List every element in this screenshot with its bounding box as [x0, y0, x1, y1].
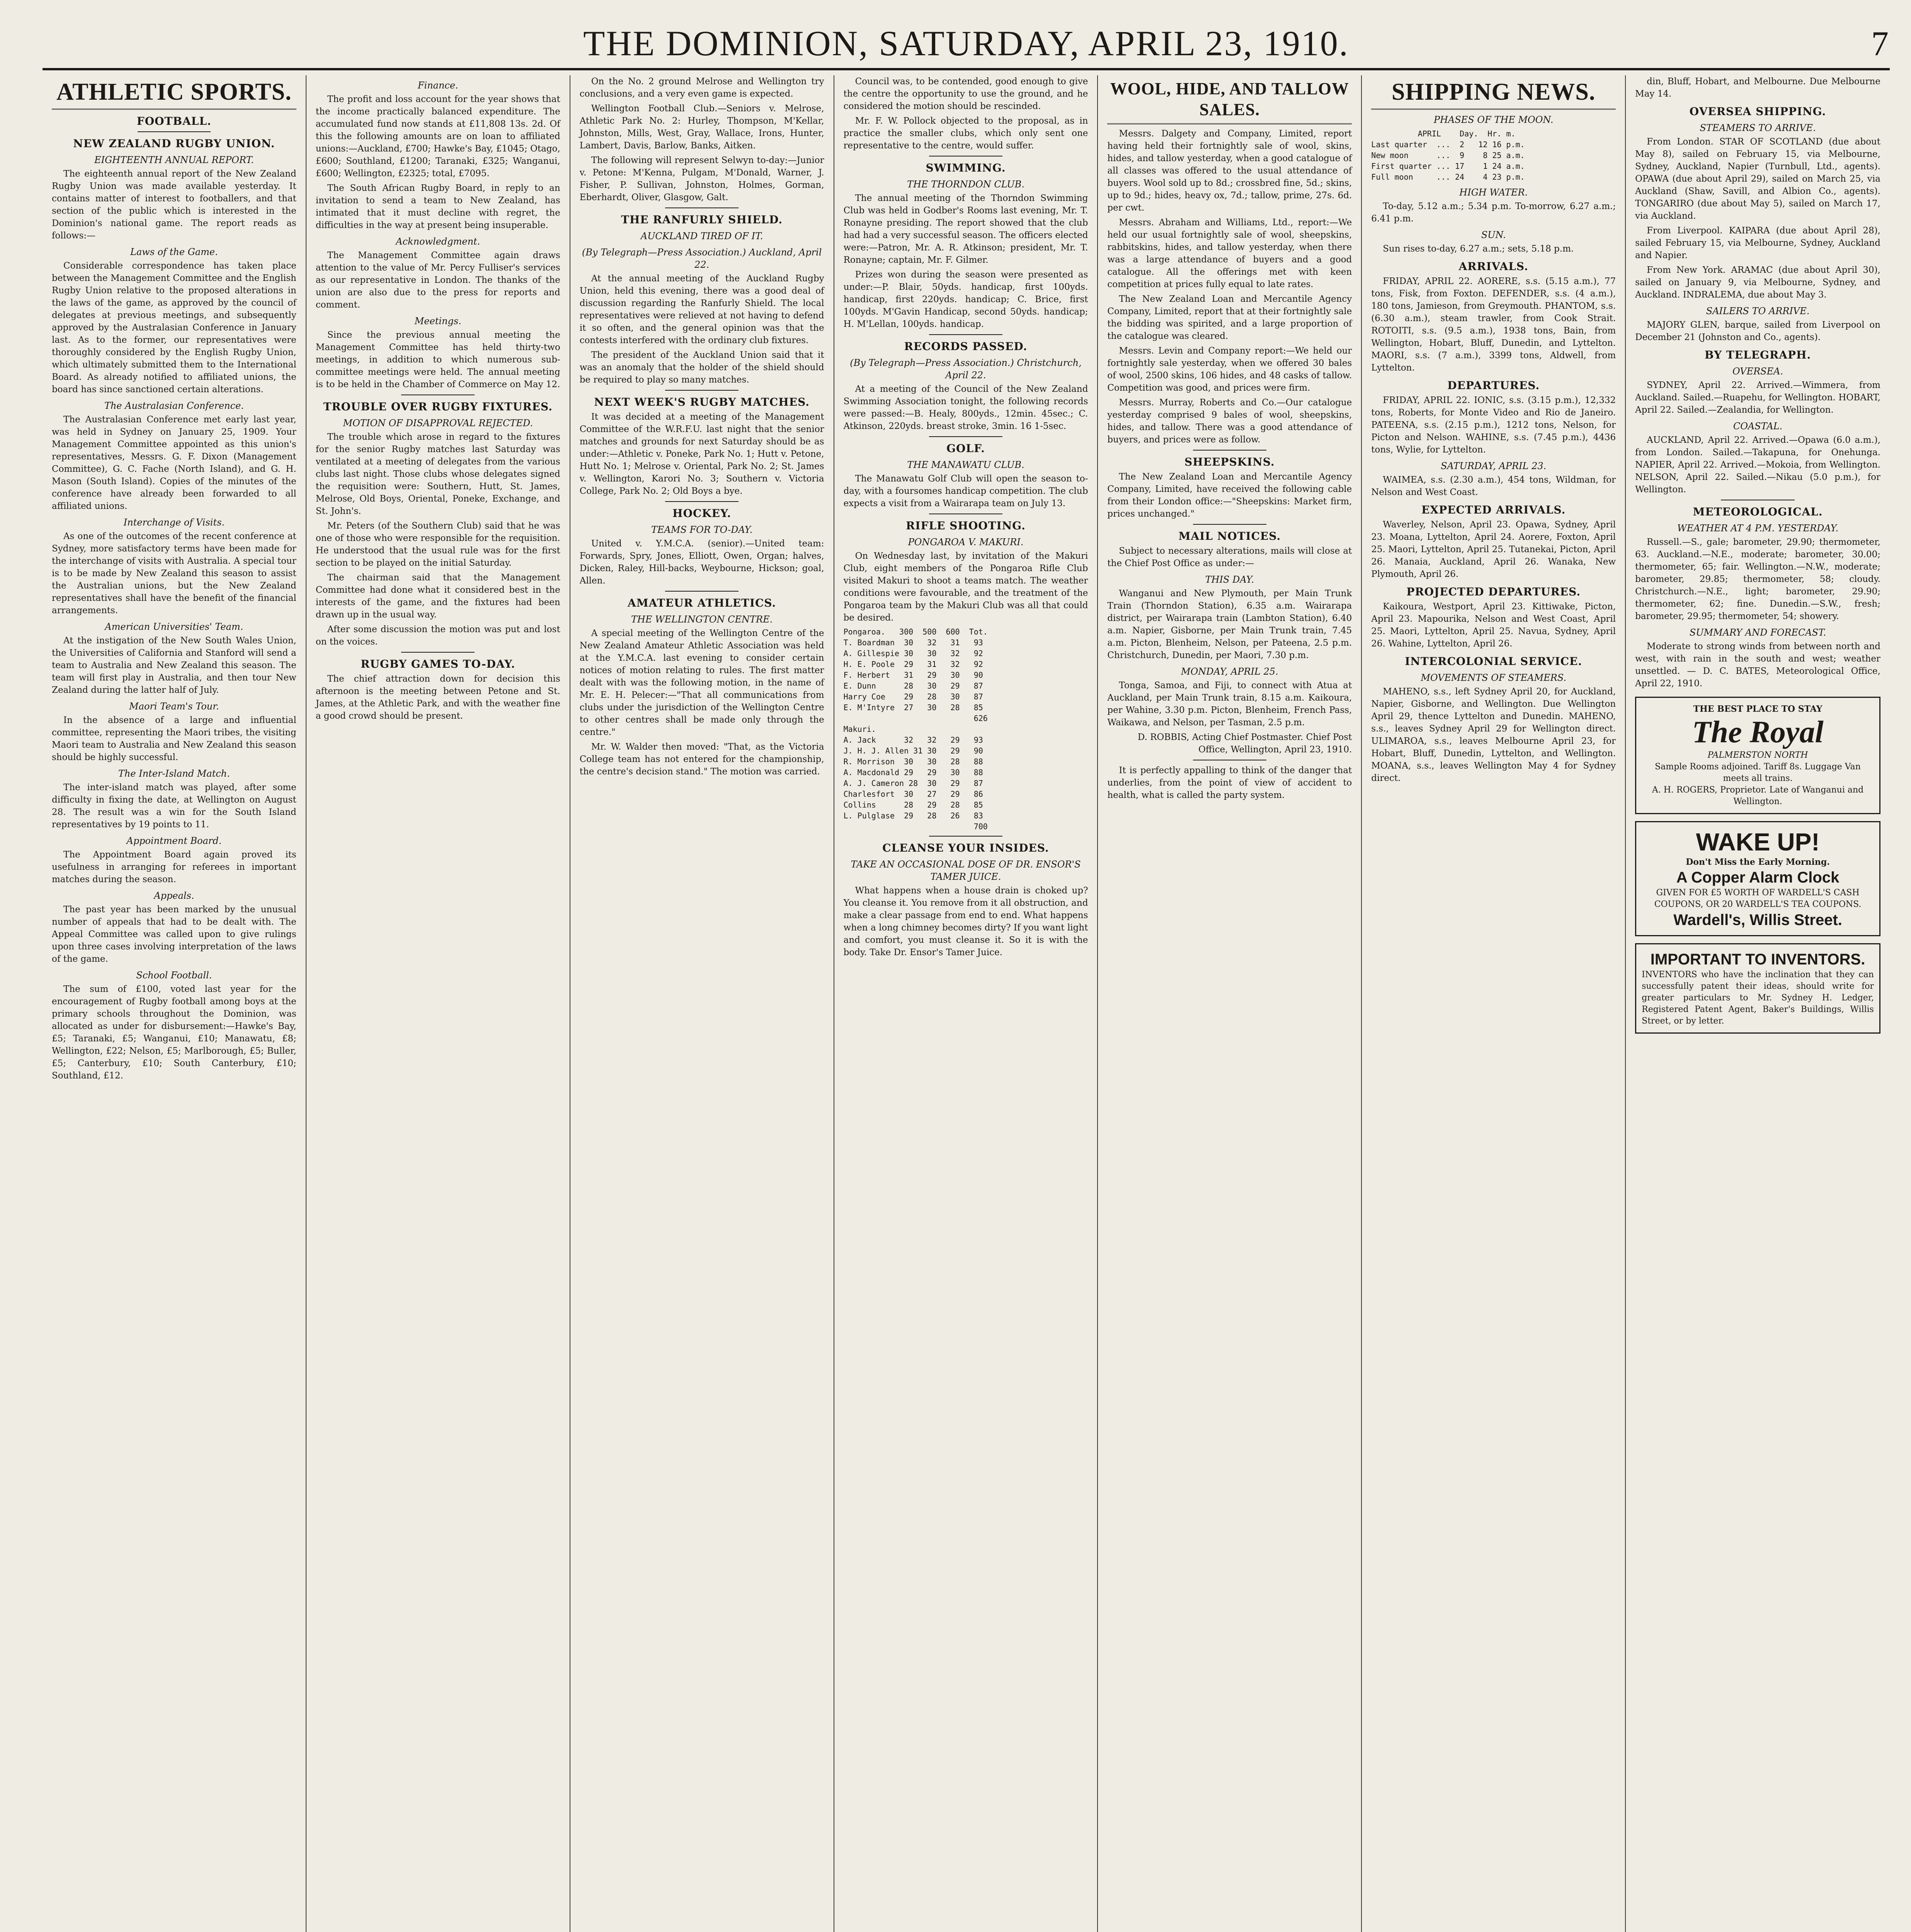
- article-subheading: THE THORNDON CLUB.: [907, 179, 1024, 190]
- article-paragraph: MAHENO, s.s., left Sydney April 20, for Auckland, Napier, Gisborne, and Wellington. Due Wellington April 29, thence Lyttelton and Dunedin. MAHENO, s.s., leaves Sydney April 29 for Wellington direct. ULIMAROA, s.s., leaves Melbourne April 23, for Hobart, Bluff, Dunedin, Lyttelton, and Wellington. MOANA, s.s., leaves Wellington May 4 for Sydney direct.: [1371, 687, 1616, 783]
- article-heading-rugby-fixtures: TROUBLE OVER RUGBY FIXTURES.: [323, 400, 553, 413]
- article-heading-ranfurly-shield: THE RANFURLY SHIELD.: [621, 213, 783, 226]
- article-subheading: TEAMS FOR TO-DAY.: [651, 524, 753, 535]
- section-label: Appointment Board.: [126, 835, 222, 846]
- ad-headline: WAKE UP!: [1696, 828, 1820, 856]
- page-number: 7: [1871, 25, 1890, 63]
- article-paragraph: The South African Rugby Board, in reply to an invitation to send a team to New Zealand, has intimated that it must decline with regret, the difficulties in the way at present being insuperable.: [315, 183, 560, 230]
- subheading-football: FOOTBALL.: [136, 115, 211, 128]
- article-paragraph: On Wednesday last, by invitation of the Makuri Club, eight members of the Pongaroa Rifle Club visited Makuri to shoot a teams match. The weather conditions were favourable, and the treatment of the Pongaroa team by the Makuri Club was all that could be desired.: [843, 551, 1088, 623]
- ad-tagline: THE BEST PLACE TO STAY: [1693, 704, 1823, 714]
- dateline: (By Telegraph—Press Association.) Christchurch, April 22.: [850, 357, 1082, 381]
- ad-details: Sample Rooms adjoined. Tariff 8s. Luggage Van meets all trains.: [1655, 762, 1861, 783]
- divider: [665, 390, 739, 391]
- article-heading-next-week: NEXT WEEK'S RUGBY MATCHES.: [594, 396, 810, 408]
- section-label: Interchange of Visits.: [123, 517, 225, 528]
- section-label: The Inter-Island Match.: [118, 768, 230, 779]
- section-heading-athletic-sports: ATHLETIC SPORTS.: [52, 78, 296, 110]
- article-paragraph: Waverley, Nelson, April 23. Opawa, Sydney, April 23. Moana, Lyttelton, April 24. Aorere, Foxton, April 25. Maori, Lyttelton, April 25. Tutanekai, Picton, April 26. Manaia, Auckland, April 26. Wanaka, New Plymouth, April 26.: [1371, 520, 1616, 579]
- article-paragraph: Wanganui and New Plymouth, per Main Trunk Train (Thorndon Station), 6.35 a.m. Wairarapa district, per Wairarapa train (Lambton Station), 6.40 a.m. Napier, Gisborne, per Main Trunk train, 7.45 a.m. Picton, Blenheim, Nelson, per Pateena, 2.5 p.m. Christchurch, Dunedin, per Maori, 7.30 p.m.: [1107, 588, 1352, 660]
- article-paragraph: From London. STAR OF SCOTLAND (due about May 8), sailed on February 15, via Melbourne, Sydney, Auckland, Napier (Turnbull, Ltd., agents). OPAWA (due about April 29), sailed on March 25, via Auckland (Shaw, Savill, and Albion Co., agents). TONGARIRO (due about May 5), sailed on March 17, via Auckland.: [1635, 137, 1880, 221]
- article-paragraph: Moderate to strong winds from between north and west, with rain in the south and west; weather unsettled. — D. C. BATES, Meteorological Office, April 22, 1910.: [1635, 641, 1880, 689]
- article-paragraph: The New Zealand Loan and Mercantile Agency Company, Limited, report that at their fortnightly sale the bidding was spirited, and a large proportion of the catalogue was cleared.: [1107, 294, 1352, 341]
- ad-product: A Copper Alarm Clock: [1676, 869, 1840, 886]
- section-label: Maori Team's Tour.: [129, 701, 219, 712]
- advertisement-alarm-clock: [1635, 821, 1880, 936]
- divider: [929, 334, 1002, 335]
- article-paragraph: The Management Committee again draws attention to the value of Mr. Percy Fulliser's services as our representative in London. The thanks of the union are also due to the press for reports and comment.: [315, 250, 560, 310]
- article-paragraph: The chairman said that the Management Committee had done what it considered best in the interests of the game, and the fixtures had been drawn up in the usual way.: [315, 573, 560, 620]
- advertisement-royal-hotel: [1635, 697, 1880, 814]
- article-heading-golf: GOLF.: [946, 442, 985, 455]
- article-paragraph: To-day, 5.12 a.m.; 5.34 p.m. To-morrow, 6.27 a.m.; 6.41 p.m.: [1371, 201, 1616, 224]
- article-paragraph: Messrs. Dalgety and Company, Limited, report having held their fortnightly sale of wool, skins, hides, and tallow yesterday, when a good catalogue of all classes was offered to the usual attendance of buyers. Wool sold up to 8d.; crossbred fine, 5d.; skins, up to 9d.; hides, heavy ox, 7d.; tallow, prime, 27s. 6d. per cwt.: [1107, 129, 1352, 213]
- article-paragraph: Tonga, Samoa, and Fiji, to connect with Atua at Auckland, per Main Trunk train, 8.15 a.m. Kaikoura, per Wahine, 3.30 p.m. Picton, Blenheim, French Pass, Waikawa, and Nelson, per Tasman, 2.5 p.m.: [1107, 680, 1352, 728]
- article-paragraph: Council was, to be contended, good enough to give the centre the opportunity to use the ground, and he considered the motion should be rescinded.: [843, 77, 1088, 111]
- article-paragraph: AUCKLAND, April 22. Arrived.—Opawa (6.0 a.m.), from London. Sailed.—Takapuna, for Onehunga. NAPIER, April 22. Arrived.—Mokoia, from Wellington. NELSON, April 22. Sailed.—Nikau (5.0 p.m.), for Wellington.: [1635, 435, 1880, 495]
- column-2: [306, 75, 570, 1932]
- section-label: Laws of the Game.: [130, 247, 218, 257]
- article-paragraph: din, Bluff, Hobart, and Melbourne. Due Melbourne May 14.: [1635, 77, 1880, 99]
- section-label-by-telegraph: BY TELEGRAPH.: [1704, 349, 1811, 361]
- divider: [929, 436, 1002, 437]
- article-subheading: MOTION OF DISAPPROVAL REJECTED.: [343, 418, 533, 429]
- section-label-departures: DEPARTURES.: [1447, 379, 1540, 392]
- article-paragraph: From New York. ARAMAC (due about April 30), sailed on January 9, via Melbourne, Sydney, and Auckland. INDRALEMA, due about May 3.: [1635, 265, 1880, 300]
- article-paragraph: Messrs. Levin and Company report:—We held our fortnightly sale yesterday, when we offered 30 bales of wool, 2500 skins, 106 hides, and 48 casks of tallow. Competition was good, and prices were firm.: [1107, 346, 1352, 393]
- article-heading-rifle-shooting: RIFLE SHOOTING.: [906, 519, 1026, 532]
- article-paragraph: The president of the Auckland Union said that it was an anomaly that the holder of the shield should be required to play so many matches.: [579, 350, 824, 385]
- article-paragraph: It is perfectly appalling to think of the danger that underlies, from the point of view of accident to health, what is called the party system.: [1107, 765, 1352, 800]
- section-label: Finance.: [417, 80, 458, 91]
- divider: [665, 501, 739, 502]
- article-paragraph: The chief attraction down for decision this afternoon is the meeting between Petone and St. James, at the Athletic Park, and with the weather fine a good crowd should be present.: [315, 674, 560, 721]
- ad-location: PALMERSTON NORTH: [1707, 750, 1808, 760]
- section-label-intercolonial: INTERCOLONIAL SERVICE.: [1405, 655, 1583, 668]
- article-paragraph: A special meeting of the Wellington Centre of the New Zealand Amateur Athletic Association was held at the Y.M.C.A. last evening to consider certain notices of motion relating to rules. The first matter dealt with was the following motion, in the name of Mr. E. H. Pelecer:—"That all communications from clubs under the jurisdiction of the Wellington Centre to other centres shall be made only through the centre.": [579, 628, 824, 737]
- article-paragraph: The Appointment Board again proved its usefulness in arranging for referees in important matches during the season.: [52, 850, 296, 884]
- section-label: School Football.: [136, 970, 212, 981]
- article-paragraph: It was decided at a meeting of the Management Committee of the W.R.F.U. last night that the senior matches and grounds for next Saturday should be as under:—Athletic v. Poneke, Park No. 1; Hutt v. Petone, Hutt No. 1; Melrose v. Oriental, Park No. 2; St. James v. Wellington, Karori No. 3; Southern v. Victoria College, Park No. 2; Old Boys a bye.: [579, 412, 824, 496]
- article-paragraph: The past year has been marked by the unusual number of appeals that had to be dealt with. The Appeal Committee was called upon to give rulings upon three cases involving interpretation of the laws of the game.: [52, 905, 296, 964]
- column-6: [1362, 75, 1626, 1932]
- scores-table: Pongaroa. 300 500 600 Tot. T. Boardman 30 32 31 93 A. Gillespie 30 30 32 92 H. E. Poole 29 31 32 92 F. Herbert 31 29 30 90 E. Dunn 28 30 29 87 Harry Coe 29 28 30 87 E. M'Intyre 27 30 28 85 626 Makuri. A. Jack 32 32 29 93 J. H. J. Allen 31 30 29 90 R. Morrison 30 30 28 88 A. Macdonald 29 29 30 88 A. J. Cameron 28 30 29 87 Charlesfort 30 27 29 86 Collins 28 29 28 85 L. Pulglase 29 28 26 83 700: [843, 627, 988, 831]
- article-paragraph: At the annual meeting of the Auckland Rugby Union, held this evening, there was a good deal of discussion regarding the Ranfurly Shield. The local representatives were relieved at not having to defend it so often, and the general opinion was that the contests interfered with the ordinary club fixtures.: [579, 274, 824, 345]
- article-paragraph: Mr. W. Walder then moved: "That, as the Victoria College team has not entered for the championship, the centre's decision stand." The motion was carried.: [579, 742, 824, 777]
- article-paragraph: The Australasian Conference met early last year, was held in Sydney on January 25, 1909. Your Management Committee appointed as this union's representatives, Messrs. G. F. Dixon (Management Committee), G. C. Fache (North Island), and G. H. Mason (South Island). Copies of the minutes of the conference have already been forwarded to all affiliated unions.: [52, 415, 296, 511]
- article-paragraph: The sum of £100, voted last year for the encouragement of Rugby football among boys at the primary schools throughout the Dominion, was allocated as under for disbursement:—Hawke's Bay, £5; Taranaki, £5; Wanganui, £10; Manawatu, £8; Wellington, £22; Nelson, £5; Marlborough, £5; Buller, £5; Canterbury, £10; South Canterbury, £10; Southland, £12.: [52, 984, 296, 1081]
- article-paragraph: MAJORY GLEN, barque, sailed from Liverpool on December 21 (Johnston and Co., agents).: [1635, 320, 1880, 342]
- article-subheading: PHASES OF THE MOON.: [1433, 114, 1554, 125]
- section-label: MONDAY, APRIL 25.: [1181, 666, 1278, 677]
- section-label: Appeals.: [154, 890, 194, 901]
- ad-text: INVENTORS who have the inclination that they can successfully patent their ideas, should write for greater particulars to Mr. Sydney H. Ledger, Registered Patent Agent, Baker's Buildings, Willis Street, or by letter.: [1642, 970, 1874, 1026]
- article-heading-records: RECORDS PASSED.: [904, 340, 1028, 353]
- section-label: SAILERS TO ARRIVE.: [1706, 306, 1810, 316]
- column-4: [834, 75, 1098, 1932]
- article-paragraph: Messrs. Murray, Roberts and Co.—Our catalogue yesterday comprised 9 bales of wool, sheepskins, hides, and tallow. There was a good attendance of buyers, and prices were as follow.: [1107, 398, 1352, 445]
- page-columns: [43, 75, 1890, 1932]
- article-heading-sheepskins: SHEEPSKINS.: [1184, 456, 1275, 468]
- section-heading-wool-sales: WOOL, HIDE, AND TALLOW SALES.: [1107, 78, 1352, 124]
- article-paragraph: Sun rises to-day, 6.27 a.m.; sets, 5.18 p.m.: [1383, 244, 1574, 254]
- ad-store: Wardell's, Willis Street.: [1673, 912, 1842, 929]
- article-paragraph: On the No. 2 ground Melrose and Wellington try conclusions, and a very even game is expected.: [579, 77, 824, 99]
- column-5: [1098, 75, 1362, 1932]
- article-paragraph: FRIDAY, APRIL 22. AORERE, s.s. (5.15 a.m.), 77 tons, Fisk, from Foxton. DEFENDER, s.s. (4 a.m.), 180 tons, Jamieson, from Greymouth. PHANTOM, s.s. (6.30 a.m.), steam trawler, from Cook Strait. ROTOITI, s.s. (9.5 a.m.), 1938 tons, Bain, from Wellington, Hobart, Bluff, Dunedin, and Lyttelton. MAORI, s.s. (7 a.m.), 3399 tons, Aldwell, from Lyttelton.: [1371, 276, 1616, 373]
- article-heading-hockey: HOCKEY.: [672, 507, 732, 520]
- section-label-oversea-shipping: OVERSEA SHIPPING.: [1689, 105, 1826, 118]
- article-paragraph: FRIDAY, APRIL 22. IONIC, s.s. (3.15 p.m.), 12,332 tons, Roberts, for Monte Video and Rio de Janeiro. PATEENA, s.s. (2.15 p.m.), 1212 tons, Nelson, for Picton and Nelson. WAHINE, s.s. (7.45 p.m.), 4436 tons, Wylie, for Lyttelton.: [1371, 395, 1616, 455]
- article-paragraph: At the instigation of the New South Wales Union, the Universities of California and Stanford will send a team to Australia and New Zealand this season. The team will first play in Australia, and then tour New Zealand during the latter half of July.: [52, 636, 296, 695]
- article-heading-rugby-games: RUGBY GAMES TO-DAY.: [361, 658, 516, 670]
- divider: [929, 836, 1002, 837]
- article-paragraph: Russell.—S., gale; barometer, 29.90; thermometer, 63. Auckland.—N.E., moderate; barometer, 30.00; thermometer, 65; fair. Wellington.—N.W., moderate; barometer, 29.85; thermometer, 58; cloudy. Christchurch.—N.E., light; barometer, 29.90; thermometer, 62; fine. Dunedin.—S.W., fresh; barometer, 29.95; thermometer, 54; showery.: [1635, 537, 1880, 621]
- section-heading-shipping-news: SHIPPING NEWS.: [1371, 78, 1616, 110]
- column-1: [43, 75, 306, 1932]
- section-label: OVERSEA.: [1732, 366, 1783, 377]
- article-paragraph: The eighteenth annual report of the New Zealand Rugby Union was made available yesterday. It contains matter of interest to footballers, and that section of the public which is interested in the Dominion's national game. The report reads as follows:—: [52, 169, 296, 241]
- article-paragraph: At a meeting of the Council of the New Zealand Swimming Association tonight, the following records were passed:—B. Healy, 800yds., 12min. 45sec.; C. Atkinson, 220yds. breast stroke, 3min. 16 1-5sec.: [843, 384, 1088, 431]
- article-paragraph: The profit and loss account for the year shows that the income practically balanced expenditure. The accumulated fund now stands at £11,808 13s. 2d. Of this the following amounts are on loan to affiliated unions:—Auckland, £700; Hawke's Bay, £1045; Otago, £600; Southland, £1200; Taranaki, £325; Wanganui, £600; Wellington, £2325; total, £7095.: [315, 94, 560, 179]
- ad-headline: IMPORTANT TO INVENTORS.: [1650, 951, 1865, 968]
- section-label: Acknowledgment.: [396, 236, 480, 247]
- advertisement-inventors: [1635, 943, 1880, 1034]
- section-label: HIGH WATER.: [1459, 187, 1528, 198]
- article-paragraph: Kaikoura, Westport, April 23. Kittiwake, Picton, April 23. Mapourika, Nelson and West Coast, April 25. Maori, Lyttelton, April 25. Navua, Sydney, April 26. Wahine, Lyttelton, April 26.: [1371, 602, 1616, 649]
- article-subheading: THE MANAWATU CLUB.: [907, 459, 1024, 470]
- section-label: COASTAL.: [1733, 421, 1783, 432]
- article-subheading: PONGAROA V. MAKURI.: [908, 537, 1024, 548]
- article-paragraph: The Manawatu Golf Club will open the season to-day, with a foursomes handicap competition. The club expects a visit from a Wairarapa team on July 13.: [843, 474, 1088, 509]
- article-heading-nzru: NEW ZEALAND RUGBY UNION.: [73, 137, 275, 150]
- masthead: [43, 21, 1890, 64]
- column-7: [1626, 75, 1890, 1932]
- column-3: [570, 75, 834, 1932]
- divider: [401, 652, 475, 653]
- section-label-projected-departures: PROJECTED DEPARTURES.: [1406, 585, 1581, 598]
- article-subheading: THE WELLINGTON CENTRE.: [631, 614, 773, 625]
- article-paragraph: Since the previous annual meeting the Management Committee has held thirty-two meetings, in addition to which numerous sub-committee meetings were held. The annual meeting is to be held in the Chamber of Commerce on May 12.: [315, 330, 560, 389]
- article-paragraph: The New Zealand Loan and Mercantile Agency Company, Limited, have received the following cable from their London office:—"Sheepskins: Market firm, prices unchanged.": [1107, 472, 1352, 519]
- article-paragraph: The trouble which arose in regard to the fixtures for the senior Rugby matches last Saturday was ventilated at a meeting of delegates from the various clubs last night. Those clubs whose delegates signed the requisition were: Southern, Hutt, St. James, Melrose, Old Boys, Oriental, Poneke, Exchange, and St. John's.: [315, 432, 560, 516]
- article-paragraph: WAIMEA, s.s. (2.30 a.m.), 454 tons, Wildman, for Nelson and West Coast.: [1371, 475, 1616, 497]
- masthead-rule: [43, 68, 1890, 70]
- article-paragraph: The annual meeting of the Thorndon Swimming Club was held in Godber's Rooms last evening, Mr. T. Ronayne presiding. The report showed that the club had had a very successful season. The officers elected were:—Patron, Mr. A. R. Atkinson; president, Mr. T. Ronayne; captain, Mr. F. Gilmer.: [843, 193, 1088, 265]
- ad-hotel-name: The Royal: [1692, 715, 1824, 749]
- article-subheading: MOVEMENTS OF STEAMERS.: [1421, 672, 1566, 683]
- section-label: SUN.: [1481, 230, 1506, 240]
- section-label: American Universities' Team.: [105, 621, 243, 632]
- article-paragraph: Subject to necessary alterations, mails will close at the Chief Post Office as under:—: [1107, 546, 1352, 568]
- divider: [665, 591, 739, 592]
- section-label-meteorological: METEOROLOGICAL.: [1693, 505, 1823, 518]
- article-paragraph: Mr. Peters (of the Southern Club) said that he was one of those who were responsible for the requisition. He understood that the usual rule was for the first section to be played on the initial Saturday.: [315, 521, 560, 568]
- article-paragraph: Wellington Football Club.—Seniors v. Melrose, Athletic Park No. 2: Hurley, Thompson, M'Kellar, Johnston, Mills, West, Gray, Wallace, Irons, Hunter, Lambert, Davis, Barlow, Banks, Aitken.: [579, 104, 824, 151]
- article-paragraph: Messrs. Abraham and Williams, Ltd., report:—We held our usual fortnightly sale of wool, sheepskins, rabbitskins, hides, and tallow yesterday, when there was a large attendance of buyers and a good catalogue. All the offerings met with keen competition at prices fully equal to late rates.: [1107, 218, 1352, 289]
- advertisement-heading: CLEANSE YOUR INSIDES.: [882, 842, 1049, 854]
- section-label-arrivals: ARRIVALS.: [1458, 260, 1528, 273]
- article-subheading: EIGHTEENTH ANNUAL REPORT.: [94, 155, 254, 165]
- advertisement-text: What happens when a house drain is choked up? You cleanse it. You remove from it all obstruction, and make a clear passage from end to end. What happens when a long chimney becomes dirty? If you want light and comfort, you must cleanse it. So it is with the body. Take Dr. Ensor's Tamer Juice.: [843, 886, 1088, 957]
- article-heading-amateur-athletics: AMATEUR ATHLETICS.: [628, 597, 776, 609]
- article-paragraph: The inter-island match was played, after some difficulty in fixing the date, at Wellington on August 28. The result was a win for the South Island representatives by 19 points to 11.: [52, 782, 296, 830]
- article-subheading: STEAMERS TO ARRIVE.: [1700, 122, 1816, 133]
- article-heading-mail-notices: MAIL NOTICES.: [1178, 530, 1281, 543]
- divider: [1193, 450, 1266, 451]
- masthead-title: THE DOMINION, SATURDAY, APRIL 23, 1910.: [583, 24, 1349, 63]
- article-paragraph: The following will represent Selwyn to-day:—Junior v. Petone: M'Kenna, Pulgam, M'Donald, Warner, J. Fisher, P. Sullivan, Johnston, Holmes, Gorman, Eberhardt, Oliver, Glasgow, Galt.: [579, 155, 824, 202]
- article-paragraph: Considerable correspondence has taken place between the Management Committee and the English Rugby Union relative to the proposed alterations in the laws of the game, as approved by the council of delegates at previous meetings, and subsequently approved by the Australasian Conference in January last. As to the former, our representatives were thoroughly considered by the English Rugby Union, which ultimately submitted them to the International Board. As already notified to affiliated unions, the board has since sanctioned certain alterations.: [52, 261, 296, 395]
- article-paragraph: As one of the outcomes of the recent conference at Sydney, more satisfactory terms have been made for the interchange of visits with Australia. A special tour is to be made by New Zealand this season to assist the Australian unions, but the New Zealand representatives shall have the benefit of the financial arrangements.: [52, 531, 296, 616]
- article-subheading: AUCKLAND TIRED OF IT.: [640, 231, 763, 242]
- article-paragraph: After some discussion the motion was put and lost on the voices.: [315, 624, 560, 647]
- section-label: The Australasian Conference.: [104, 400, 244, 411]
- article-heading-swimming: SWIMMING.: [926, 162, 1006, 174]
- article-paragraph: Mr. F. W. Pollock objected to the proposal, as in practice the smaller clubs, which only sent one representative to the centre, would suffer.: [843, 116, 1088, 151]
- moon-phases-table: APRIL Day. Hr. m. Last quarter ... 2 12 16 p.m. New moon ... 9 8 25 a.m. First quarter ... 17 1 24 a.m. Full moon ... 24 4 23 p.m.: [1371, 129, 1525, 182]
- article-paragraph: In the absence of a large and influential committee, representing the Maori tribes, the visiting Maori team to Australia and New Zealand this season should be highly successful.: [52, 715, 296, 762]
- article-subheading: WEATHER AT 4 P.M. YESTERDAY.: [1677, 523, 1839, 534]
- article-paragraph: Prizes won during the season were presented as under:—P. Blair, 50yds. handicap, first 100yds. handicap, first 220yds. handicap; C. Brice, first 100yds. M'Gavin Handicap, second 50yds. handicap; H. M'Lellan, 100yds. handicap.: [843, 270, 1088, 329]
- section-label: THIS DAY.: [1205, 574, 1254, 585]
- article-paragraph: From Liverpool. KAIPARA (due about April 28), sailed February 15, via Melbourne, Sydney, Auckland and Napier.: [1635, 226, 1880, 260]
- divider: [665, 207, 739, 208]
- article-paragraph: SYDNEY, April 22. Arrived.—Wimmera, from Auckland. Sailed.—Ruapehu, for Wellington. HOBART, April 22. Sailed.—Zealandia, for Wellington.: [1635, 380, 1880, 415]
- ad-proprietor: A. H. ROGERS, Proprietor. Late of Wanganui and Wellington.: [1652, 785, 1864, 806]
- section-label: SUMMARY AND FORECAST.: [1689, 627, 1826, 638]
- ad-tagline: Don't Miss the Early Morning.: [1686, 857, 1830, 867]
- signature-line: D. ROBBIS, Acting Chief Postmaster. Chief Post Office, Wellington, April 23, 1910.: [1137, 732, 1352, 755]
- section-label: SATURDAY, APRIL 23.: [1441, 461, 1547, 471]
- dateline: (By Telegraph—Press Association.) Auckland, April 22.: [582, 247, 822, 270]
- divider: [138, 131, 211, 132]
- article-paragraph: United v. Y.M.C.A. (senior).—United team: Forwards, Spry, Jones, Elliott, Owen, Organ; halves, Dicken, Raley, Hill-backs, Weybourne, Hickson; goal, Allen.: [579, 539, 824, 586]
- section-label-expected-arrivals: EXPECTED ARRIVALS.: [1421, 503, 1566, 516]
- section-label: Meetings.: [414, 316, 461, 327]
- ad-offer: GIVEN FOR £5 WORTH OF WARDELL'S CASH COUPONS, OR 20 WARDELL'S TEA COUPONS.: [1654, 888, 1862, 909]
- divider: [1193, 524, 1266, 525]
- advertisement-subheading: TAKE AN OCCASIONAL DOSE OF DR. ENSOR'S TAMER JUICE.: [851, 859, 1081, 882]
